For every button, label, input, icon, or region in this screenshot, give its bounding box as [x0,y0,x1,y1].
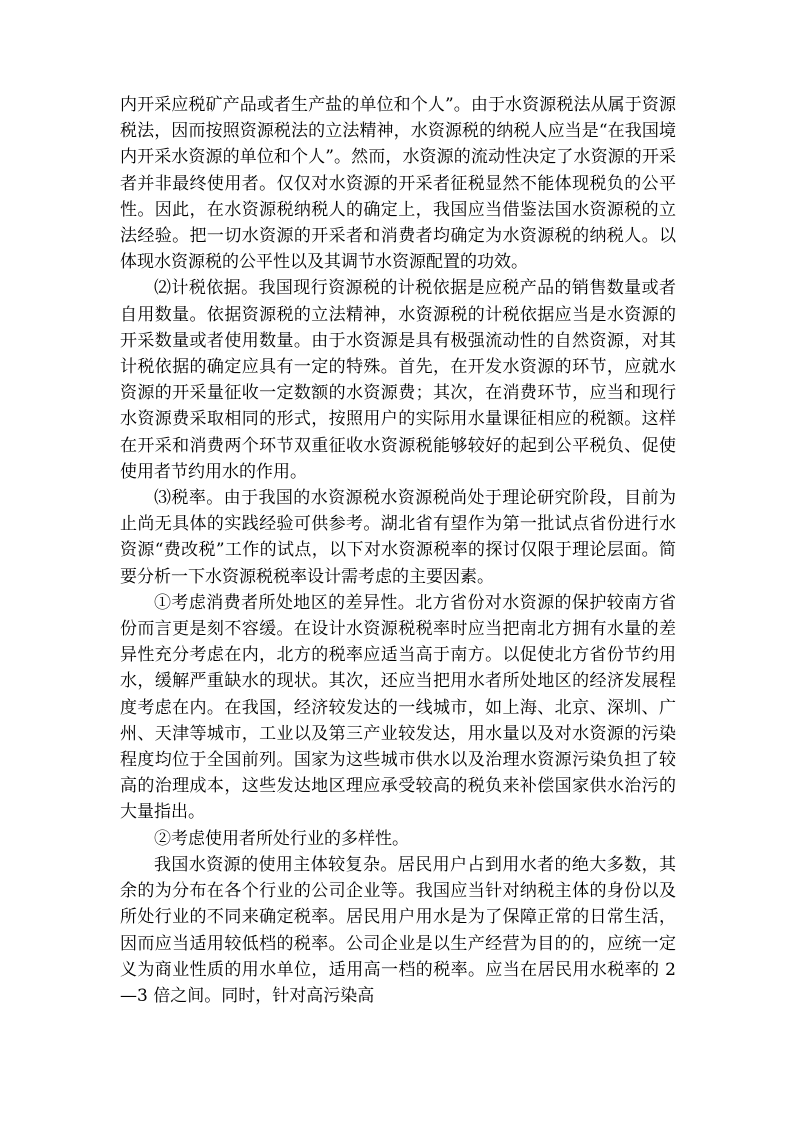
paragraph-regional-difference: ①考虑消费者所处地区的差异性。北方省份对水资源的保护较南方省份而言更是刻不容缓。在设计水资源税税率时应当把南北方拥有水量的差异性充分考虑在内，北方的税率应适当高于南方。以促使北方省份节约用水，缓解严重缺水的现状。其次，还应当把用水者所处地区的经济发展程度考虑在内。在我国，经济较发达的一线城市，如上海、北京、深圳、广州、天津等城市，工业以及第三产业较发达，用水量以及对水资源的污染程度均位于全国前列。国家为这些城市供水以及治理水资源污染负担了较高的治理成本，这些发达地区理应承受较高的税负来补偿国家供水治污的大量指出。 [120,592,676,823]
paragraph-tax-basis: ⑵计税依据。我国现行资源税的计税依据是应税产品的销售数量或者自用数量。依据资源税的立法精神，水资源税的计税依据应当是水资源的开采数量或者使用数量。由于水资源是具有极强流动性的自然资源，对其计税依据的确定应具有一定的特殊。首先，在开发水资源的环节，应就水资源的开采量征收一定数额的水资源费；其次，在消费环节，应当和现行水资源费采取相同的形式，按照用户的实际用水量课征相应的税额。这样在开采和消费两个环节双重征收水资源税能够较好的起到公平税负、促使使用者节约用水的作用。 [120,278,676,482]
document-page [120,92,676,1009]
paragraph-tax-rate: ⑶税率。由于我国的水资源税水资源税尚处于理论研究阶段，目前为止尚无具体的实践经验可供参考。湖北省有望作为第一批试点省份进行水资源“费改税”工作的试点，以下对水资源税率的探讨仅限于理论层面。简要分析一下水资源税税率设计需考虑的主要因素。 [120,488,676,587]
paragraph-industry-heading: ②考虑使用者所处行业的多样性。 [154,828,409,849]
paragraph-taxpayer-continued: 内开采应税矿产品或者生产盐的单位和个人”。由于水资源税法从属于资源税法，因而按照资源税法的立法精神，水资源税的纳税人应当是“在我国境内开采水资源的单位和个人”。然而，水资源的流动性决定了水资源的开采者并非最终使用者。仅仅对水资源的开采者征税显然不能体现税负的公平性。因此，在水资源税纳税人的确定上，我国应当借鉴法国水资源税的立法经验。把一切水资源的开采者和消费者均确定为水资源税的纳税人。以体现水资源税的公平性以及其调节水资源配置的功效。 [120,95,676,273]
paragraph-industry-detail: 我国水资源的使用主体较复杂。居民用户占到用水者的绝大多数，其余的为分布在各个行业的公司企业等。我国应当针对纳税主体的身份以及所处行业的不同来确定税率。居民用户用水是为了保障正常的日常生活，因而应当适用较低档的税率。公司企业是以生产经营为目的的，应统一定义为商业性质的用水单位，适用高一档的税率。应当在居民用水税率的 2—3 倍之间。同时，针对高污染高 [120,854,676,1006]
